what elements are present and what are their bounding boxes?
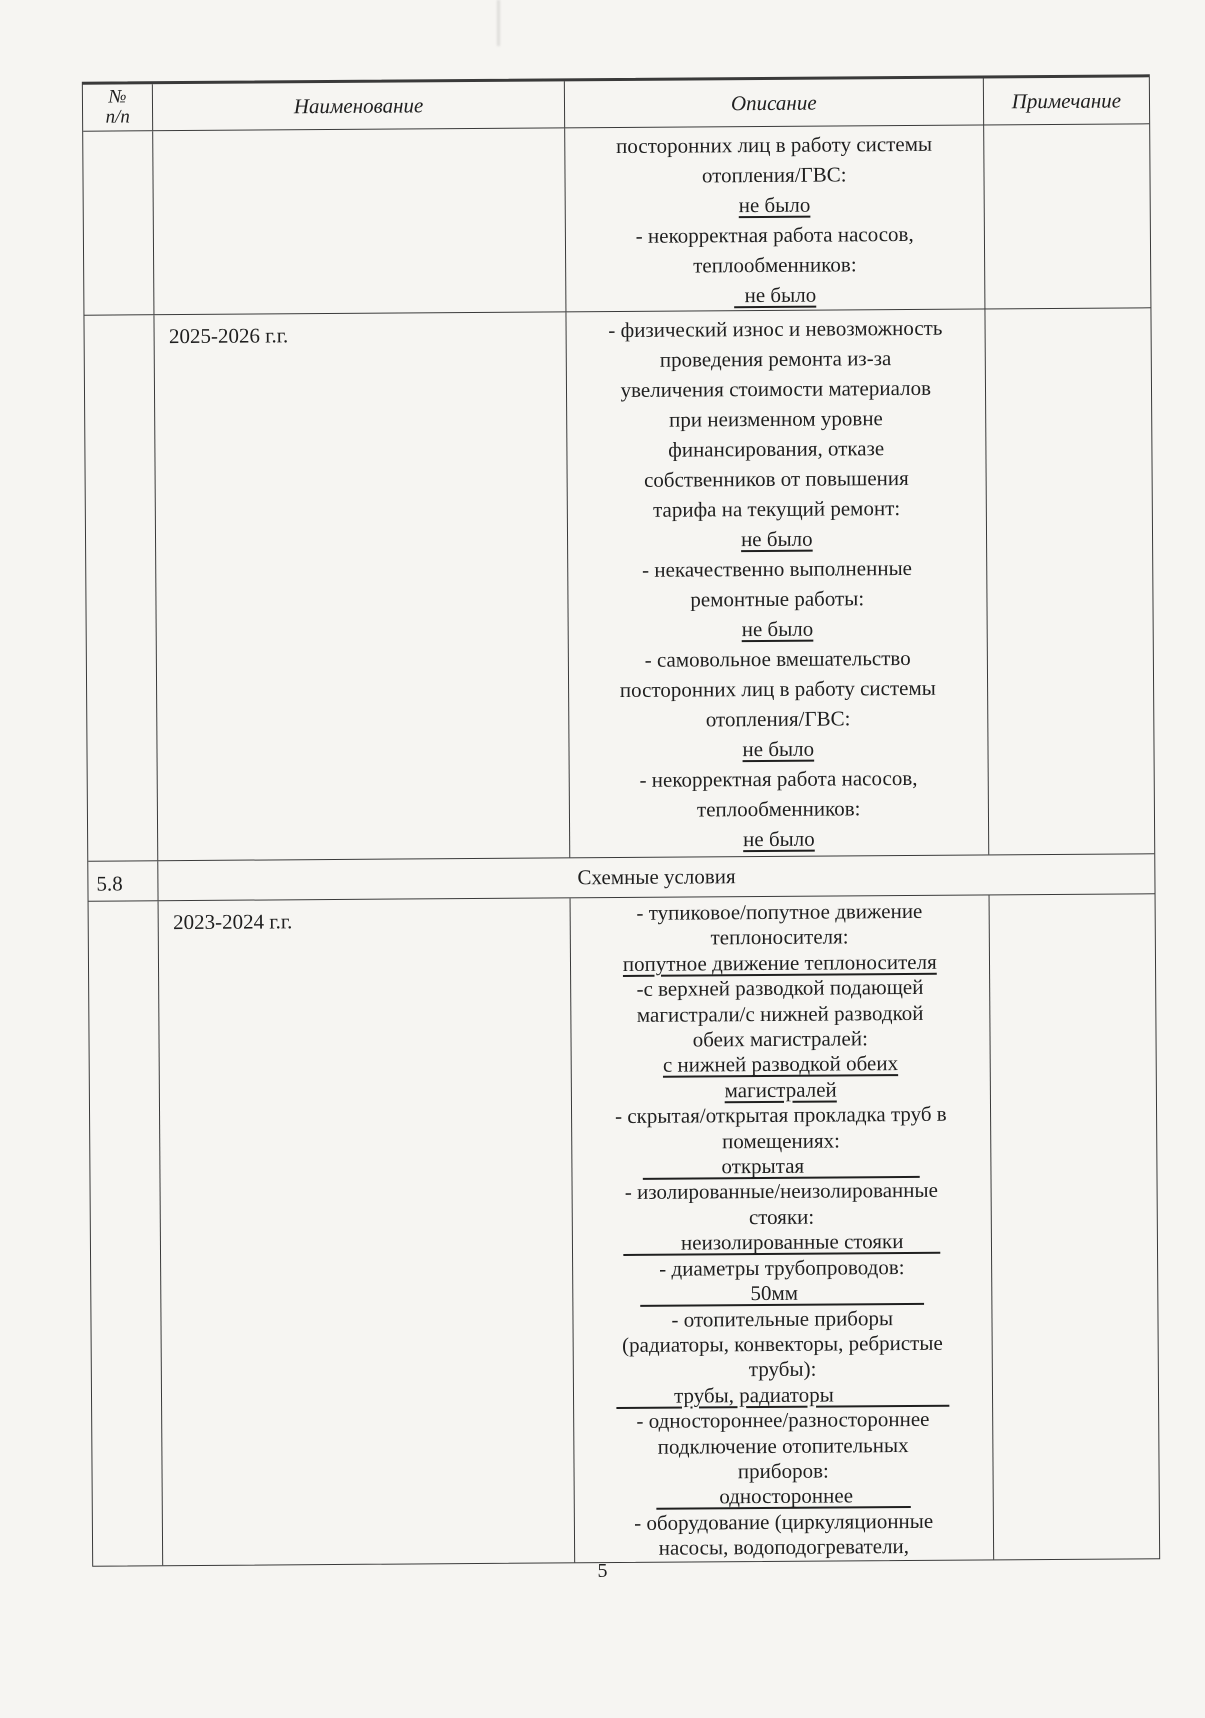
scan-artifact [497,0,500,46]
description-line: не было [741,616,814,642]
description-line: одностороннее [656,1483,911,1510]
header-name-label: Наименование [293,93,424,119]
row-number-cell [84,315,158,860]
header-cell-name [153,81,565,130]
description-line: проведения ремонта из-за [659,346,892,372]
header-cell-note [984,77,1150,124]
header-num-line2: п/п [105,106,130,128]
description-line: -с верхней разводкой подающей [636,975,924,1002]
description-line: (радиаторы, конвекторы, ребристые [622,1330,943,1357]
description-line: обеих магистралей: [692,1026,868,1052]
section-number-cell [88,861,159,900]
description-line: - скрытая/открытая прокладка труб в [614,1101,947,1129]
description-line: - изолированные/неизолированные [624,1178,938,1205]
description-line: финансирования, отказе [668,436,885,462]
description-line: стояки: [748,1204,815,1229]
header-cell-description [565,78,984,127]
description-line: теплообменников: [696,796,861,822]
description-line: не было [740,526,813,552]
description-line: открытая [642,1152,920,1179]
table-row-continuation [83,124,1150,315]
description-line: подключение отопительных [657,1432,909,1459]
description-line: отопления/ГВС: [705,706,851,732]
conditions-table [82,74,1160,1566]
description-line: не было [742,736,815,762]
name-cell [154,128,567,314]
header-description-label: Описание [730,90,817,116]
table-header-row [83,77,1149,131]
description-line: - физический износ и невозможность [608,315,943,343]
description-line: - диаметры трубопроводов: [659,1254,905,1281]
name-cell [155,312,570,860]
row-number-cell [83,131,155,314]
description-line: при неизменном уровне [669,406,883,432]
header-num-line1: № [108,86,127,108]
description-cell [565,125,985,311]
header-note-label: Примечание [1011,88,1122,114]
description-line: отопления/ГВС: [701,162,847,188]
note-cell [985,308,1154,854]
description-line: - самовольное вмешательство [644,645,911,672]
description-line: - оборудование (циркуляционные [634,1508,934,1535]
note-cell [984,124,1151,308]
description-line: - некорректная работа насосов, [635,221,914,248]
description-line: - тупиковое/попутное движение [636,898,923,925]
period-label: 2023-2024 г.г. [172,909,293,935]
description-line: 50мм [640,1279,925,1306]
description-line: трубы, радиаторы [616,1381,950,1408]
period-label: 2025-2026 г.г. [168,323,289,349]
row-number-cell [89,901,164,1565]
description-line: не было [733,282,817,308]
header-cell-num [83,84,154,130]
description-line: теплообменников: [693,252,857,278]
description-line: теплоносителя: [710,924,849,950]
section-title: Схемные условия [577,864,736,890]
description-line: приборов: [737,1458,829,1484]
description-line: - одностороннее/разностороннее [636,1406,930,1434]
description-line: - некачественно выполненные [642,555,913,582]
description-line: насосы, водоподогреватели, [658,1534,910,1560]
description-line: трубы): [748,1356,817,1382]
description-cell [570,895,994,1561]
description-cell [566,309,989,857]
description-line: ремонтные работы: [690,586,865,612]
description-line: неизолированные стояки [623,1229,941,1256]
description-line: посторонних лиц в работу системы [619,675,936,703]
description-line: попутное движение теплоносителя [622,949,937,976]
name-cell [159,898,575,1564]
description-line: не было [743,826,815,852]
description-line: с нижней разводкой обеих [662,1051,899,1078]
description-line: собственников от повышения [643,465,909,492]
description-line: магистралей [724,1077,837,1103]
description-line: - отопительные приборы [671,1305,894,1332]
table-row-2025-2026 [84,308,1154,861]
description-line: - некорректная работа насосов, [639,765,918,792]
description-line: магистрали/с нижней разводкой [636,1000,924,1027]
note-cell [989,894,1159,1559]
table-row-2023-2024 [89,894,1160,1565]
page-number: 5 [597,1560,608,1582]
description-line: посторонних лиц в работу системы [615,131,933,159]
description-line: увеличения стоимости материалов [620,375,932,402]
description-line: не было [738,192,811,218]
section-number: 5.8 [96,870,123,896]
description-line: тарифа на текущий ремонт: [652,496,901,522]
description-line: помещениях: [721,1128,841,1153]
